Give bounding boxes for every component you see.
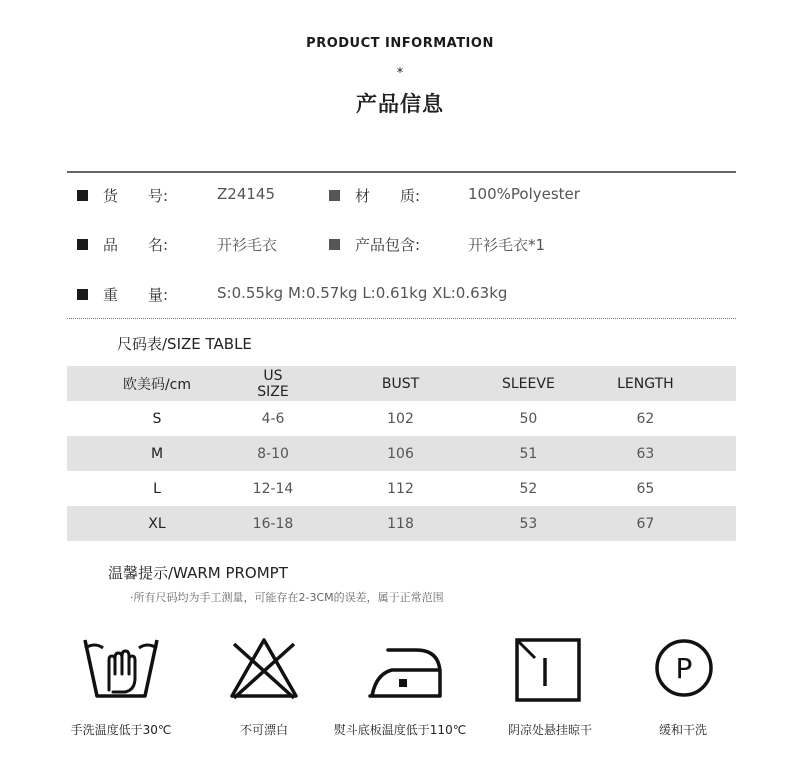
measurement-note: ·所有尺码均为手工测量，可能存在2-3CM的误差，属于正常范围 — [130, 591, 444, 604]
table-cell: 53 — [502, 506, 555, 541]
table-header-row — [67, 366, 736, 401]
no-bleach-icon — [224, 634, 304, 704]
info-value: 开衫毛衣 — [217, 236, 278, 254]
table-cell: 52 — [519, 480, 538, 497]
table-row — [67, 471, 736, 506]
bullet-square-icon — [329, 239, 340, 250]
table-cell: 112 — [387, 480, 414, 497]
iron-low-icon — [366, 634, 446, 704]
column-header: SLEEVE — [502, 366, 555, 401]
table-cell: 62 — [636, 410, 655, 427]
table-cell: 8-10 — [247, 436, 299, 471]
table-cell: 102 — [387, 410, 414, 427]
care-caption: 阴凉处悬挂晾干 — [507, 723, 592, 737]
care-caption: 手洗温度低于30℃ — [70, 723, 172, 737]
table-row — [67, 506, 736, 541]
table-cell: XL — [67, 506, 247, 541]
size-table-label: 尺码表/SIZE TABLE — [117, 335, 252, 353]
bullet-square-icon — [77, 190, 88, 201]
info-label: 品 名: — [103, 236, 169, 254]
warm-prompt-label: 温馨提示/WARM PROMPT — [108, 564, 288, 582]
info-row — [0, 284, 800, 306]
column-header: US SIZE — [247, 366, 299, 401]
table-row — [67, 401, 736, 436]
care-caption: 缓和干洗 — [658, 723, 707, 737]
divider-top — [67, 171, 736, 173]
table-cell: 118 — [299, 506, 502, 541]
dry-clean-p-icon — [644, 634, 724, 704]
dry-clean-letter: P — [675, 652, 693, 685]
column-header: BUST — [299, 366, 502, 401]
table-cell: 51 — [502, 436, 555, 471]
size-table — [67, 366, 736, 541]
section-title-en: PRODUCT INFORMATION — [306, 36, 494, 51]
table-cell: 12-14 — [252, 480, 294, 497]
table-cell: L — [153, 480, 161, 497]
info-value: 100%Polyester — [468, 185, 580, 203]
table-cell: S — [152, 410, 162, 427]
hand-wash-icon — [81, 634, 161, 704]
table-cell: 4-6 — [261, 410, 285, 427]
table-row — [67, 436, 736, 471]
info-value: S:0.55kg M:0.57kg L:0.61kg XL:0.63kg — [217, 284, 508, 302]
info-label: 产品包含: — [355, 236, 421, 254]
column-header: 欧美码/cm — [67, 366, 247, 401]
bullet-square-icon — [77, 289, 88, 300]
care-caption: 熨斗底板温度低于110℃ — [333, 723, 467, 737]
section-title-cn: 产品信息 — [356, 92, 444, 116]
table-cell: 106 — [299, 436, 502, 471]
info-value: 开衫毛衣*1 — [468, 236, 546, 254]
info-label: 材 质: — [355, 187, 421, 205]
table-cell: 65 — [636, 480, 655, 497]
column-header: LENGTH — [555, 366, 736, 401]
info-value: Z24145 — [217, 185, 275, 203]
table-cell: 50 — [519, 410, 538, 427]
title-star: * — [396, 66, 404, 81]
line-dry-shade-icon — [509, 634, 589, 704]
table-cell: M — [67, 436, 247, 471]
table-cell: 67 — [555, 506, 736, 541]
bullet-square-icon — [329, 190, 340, 201]
info-label: 货 号: — [103, 187, 169, 205]
table-cell: 16-18 — [247, 506, 299, 541]
info-row — [0, 185, 800, 207]
divider-dotted — [67, 318, 736, 319]
care-caption: 不可漂白 — [239, 723, 288, 737]
info-row — [0, 234, 800, 256]
table-cell: 63 — [555, 436, 736, 471]
bullet-square-icon — [77, 239, 88, 250]
info-label: 重 量: — [103, 286, 169, 304]
